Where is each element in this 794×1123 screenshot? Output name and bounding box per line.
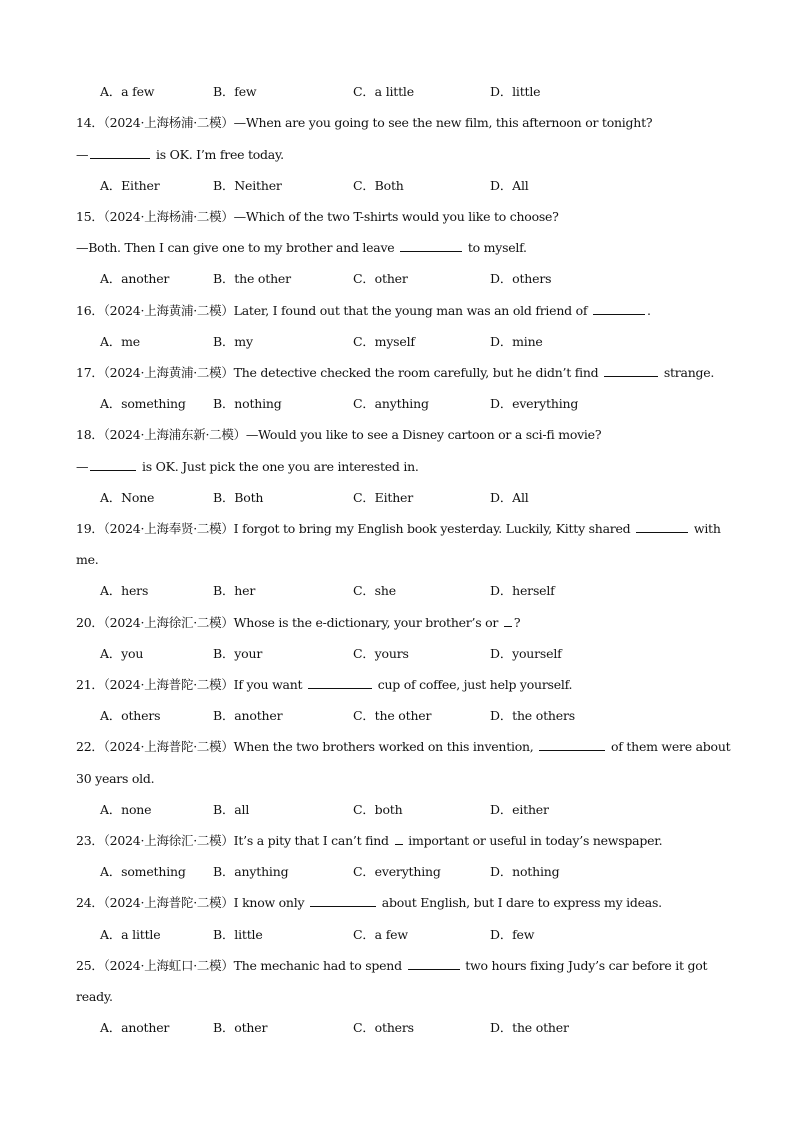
question-source: （2024·上海黄浦·二模） [103,303,234,318]
question-source: （2024·上海奉贤·二模） [103,521,234,536]
q19-stem-line2: me. [76,552,99,567]
q15-options [100,271,700,287]
q25-option-d[interactable]: D．the other [490,1020,569,1035]
question-text: Whose is the e-dictionary, your brother’s or [233,615,502,630]
q14-option-a[interactable]: A．Either [100,178,160,193]
answer-blank[interactable] [90,147,150,159]
q18-stem [76,427,716,443]
question-number: 19． [76,521,104,536]
q21-stem: 21．（2024·上海普陀·二模）If you want cup of coffee, just help yourself. [76,677,573,692]
question-source: （2024·上海普陀·二模） [103,895,234,910]
q19-option-c[interactable]: C．she [353,583,396,598]
q17-stem: 17．（2024·上海黄浦·二模）The detective checked the room carefully, but he didn’t find strange. [76,365,715,380]
question-number: 14． [76,115,104,130]
q15-stem [76,209,716,225]
q15-option-a[interactable]: A．another [100,271,170,286]
q19-option-b[interactable]: B．her [213,583,256,598]
q20-options [100,646,700,662]
question-text: —Would you like to see a Disney cartoon or a sci-fi movie? [245,427,602,442]
q23-option-b[interactable]: B．anything [213,864,289,879]
q16-option-a[interactable]: A．me [100,334,140,349]
question-number: 25． [76,958,104,973]
q17-options [100,396,700,412]
q13-options [100,84,700,100]
q25-stem: 25．（2024·上海虹口·二模）The mechanic had to spend two hours fixing Judy’s car before it got [76,958,708,973]
answer-blank[interactable] [400,240,462,252]
answer-blank[interactable] [308,677,372,689]
q25-stem-line2: ready. [76,989,113,1004]
question-number: 21． [76,677,104,692]
q23-option-a[interactable]: A．something [100,864,186,879]
q13-option-c[interactable]: C．a little [353,84,414,99]
q14-option-c[interactable]: C．Both [353,178,404,193]
q15-stem-line2: —Both. Then I can give one to my brother and leave to myself. [76,240,527,255]
q22-option-a[interactable]: A．none [100,802,152,817]
answer-blank[interactable] [408,958,460,970]
q23-option-d[interactable]: D．nothing [490,864,560,879]
question-source: （2024·上海徐汇·二模） [103,615,234,630]
question-source: （2024·上海普陀·二模） [103,739,234,754]
q21-option-a[interactable]: A．others [100,708,161,723]
question-text: —When are you going to see the new film, this afternoon or tonight? [233,115,653,130]
q17-option-c[interactable]: C．anything [353,396,429,411]
q20-stem: 20．（2024·上海徐汇·二模）Whose is the e-dictionary, your brother’s or ? [76,615,521,630]
q20-option-c[interactable]: C．yours [353,646,409,661]
q15-option-c[interactable]: C．other [353,271,408,286]
question-number: 16． [76,303,104,318]
question-number: 23． [76,833,104,848]
question-text: It’s a pity that I can’t find [233,833,393,848]
q21-option-c[interactable]: C．the other [353,708,432,723]
question-text: The mechanic had to spend [233,958,406,973]
q24-options [100,927,700,943]
q22-option-d[interactable]: D．either [490,802,549,817]
question-source: （2024·上海虹口·二模） [103,958,234,973]
q16-option-b[interactable]: B．my [213,334,253,349]
q24-option-a[interactable]: A．a little [100,927,161,942]
q13-option-b[interactable]: B．few [213,84,257,99]
q25-option-c[interactable]: C．others [353,1020,414,1035]
q24-option-c[interactable]: C．a few [353,927,408,942]
q22-option-c[interactable]: C．both [353,802,403,817]
q21-option-b[interactable]: B．another [213,708,283,723]
question-text: Later, I found out that the young man was an old friend of [233,303,591,318]
q23-options [100,864,700,880]
q18-option-d[interactable]: D．All [490,490,529,505]
q18-option-a[interactable]: A．None [100,490,155,505]
question-source: （2024·上海杨浦·二模） [103,115,234,130]
q22-stem-line2: 30 years old. [76,771,155,786]
question-text: I forgot to bring my English book yesterday. Luckily, Kitty shared [233,521,635,536]
question-text: When the two brothers worked on this invention, [233,739,538,754]
question-source: （2024·上海普陀·二模） [103,677,234,692]
q20-option-b[interactable]: B．your [213,646,263,661]
answer-blank[interactable] [395,833,403,845]
question-number: 15． [76,209,104,224]
answer-blank[interactable] [310,895,376,907]
question-number: 22． [76,739,104,754]
question-number: 18． [76,427,104,442]
q22-options [100,802,700,818]
q14-option-d[interactable]: D．All [490,178,529,193]
question-source: （2024·上海浦东新·二模） [103,427,246,442]
q18-stem-line2: — is OK. Just pick the one you are interested in. [76,459,419,474]
q16-option-c[interactable]: C．myself [353,334,415,349]
q24-option-b[interactable]: B．little [213,927,263,942]
q16-options [100,334,700,350]
question-number: 20． [76,615,104,630]
q18-options [100,490,700,506]
question-source: （2024·上海徐汇·二模） [103,833,234,848]
question-source: （2024·上海杨浦·二模） [103,209,234,224]
q25-options [100,1020,700,1036]
q14-options [100,178,700,194]
question-source: （2024·上海黄浦·二模） [103,365,234,380]
answer-blank[interactable] [593,303,645,315]
question-text: —Which of the two T-shirts would you like to choose? [233,209,559,224]
q18-option-c[interactable]: C．Either [353,490,414,505]
q21-option-d[interactable]: D．the others [490,708,575,723]
q13-option-a[interactable]: A．a few [100,84,155,99]
q15-option-d[interactable]: D．others [490,271,552,286]
q19-options [100,583,700,599]
q20-option-d[interactable]: D．yourself [490,646,562,661]
q24-stem: 24．（2024·上海普陀·二模）I know only about English, but I dare to express my ideas. [76,895,662,910]
q18-option-b[interactable]: B．Both [213,490,264,505]
answer-blank[interactable] [90,459,136,471]
answer-blank[interactable] [604,365,658,377]
answer-blank[interactable] [504,615,512,627]
q23-option-c[interactable]: C．everything [353,864,441,879]
q22-stem: 22．（2024·上海普陀·二模）When the two brothers worked on this invention, of them were about [76,739,731,754]
q14-option-b[interactable]: B．Neither [213,178,282,193]
question-text: If you want [233,677,307,692]
question-text: The detective checked the room carefully, but he didn’t find [233,365,603,380]
q17-option-b[interactable]: B．nothing [213,396,282,411]
question-text: I know only [233,895,309,910]
q16-option-d[interactable]: D．mine [490,334,543,349]
q19-stem: 19．（2024·上海奉贤·二模）I forgot to bring my English book yesterday. Luckily, Kitty shared with [76,521,721,536]
q23-stem: 23．（2024·上海徐汇·二模）It’s a pity that I can’t find important or useful in today’s newspaper. [76,833,663,848]
q22-option-b[interactable]: B．all [213,802,250,817]
answer-blank[interactable] [636,521,688,533]
q24-option-d[interactable]: D．few [490,927,535,942]
answer-blank[interactable] [539,739,605,751]
question-number: 17． [76,365,104,380]
q25-option-a[interactable]: A．another [100,1020,170,1035]
q16-stem: 16．（2024·上海黄浦·二模）Later, I found out that the young man was an old friend of . [76,303,651,318]
q21-options [100,708,700,724]
q13-option-d[interactable]: D．little [490,84,541,99]
q20-option-a[interactable]: A．you [100,646,144,661]
q19-option-d[interactable]: D．herself [490,583,555,598]
q17-option-d[interactable]: D．everything [490,396,579,411]
q14-stem [76,115,716,131]
q14-stem-line2: — is OK. I’m free today. [76,147,284,162]
q25-option-b[interactable]: B．other [213,1020,268,1035]
q15-option-b[interactable]: B．the other [213,271,291,286]
q17-option-a[interactable]: A．something [100,396,186,411]
q19-option-a[interactable]: A．hers [100,583,149,598]
question-number: 24． [76,895,104,910]
